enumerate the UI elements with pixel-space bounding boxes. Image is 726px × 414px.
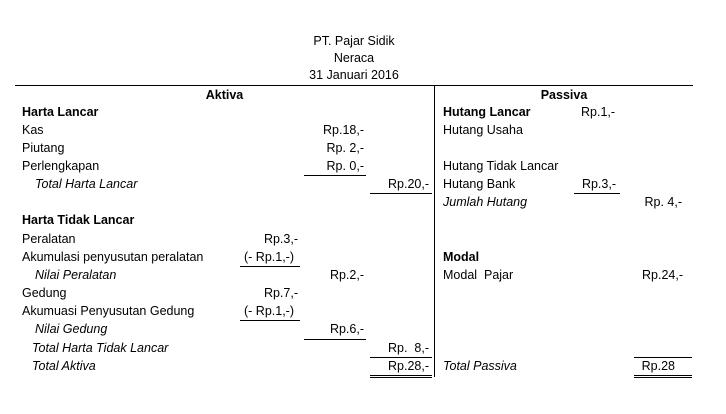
header-rule (15, 85, 693, 86)
gedung-value: Rp.7,- (263, 286, 298, 300)
hutang-lancar-heading: Hutang Lancar (443, 105, 531, 119)
report-date: 31 Januari 2016 (309, 68, 399, 82)
nilai-peralatan-value: Rp.2,- (329, 268, 364, 282)
grand-total-double-rule (370, 377, 432, 378)
akumulasi-peralatan-label: Akumulasi penyusutan peralatan (22, 250, 204, 264)
modal-heading: Modal (443, 250, 480, 264)
akumulasi-gedung-value: (- Rp.1,-) (244, 304, 294, 318)
gedung-label: Gedung (22, 286, 67, 300)
total-passiva-value: Rp.28 (641, 359, 675, 373)
modal-pajar-value: Rp.24,- (642, 268, 683, 282)
harta-lancar-heading: Harta Lancar (22, 105, 99, 119)
total-harta-tidak-lancar-value: Rp. 8,- (388, 341, 429, 355)
nilai-peralatan-label: Nilai Peralatan (35, 268, 117, 282)
aktiva-column-header: Aktiva (205, 88, 244, 102)
total-aktiva-value: Rp.28,- (388, 359, 429, 373)
grand-total-double-rule (634, 377, 692, 378)
jumlah-hutang-value: Rp. 4,- (644, 195, 682, 209)
peralatan-value: Rp.3,- (263, 232, 298, 246)
passiva-column-header: Passiva (540, 88, 588, 102)
hutang-bank-label: Hutang Bank (443, 177, 516, 191)
total-harta-lancar-value: Rp.20,- (388, 177, 429, 191)
total-passiva-label: Total Passiva (443, 359, 517, 373)
perlengkapan-value: Rp. 0,- (326, 159, 364, 173)
center-divider (434, 85, 435, 377)
piutang-value: Rp. 2,- (326, 141, 364, 155)
subtotal-rule (574, 193, 620, 194)
report-title: Neraca (333, 51, 375, 65)
subtotal-rule (304, 339, 366, 340)
nilai-gedung-label: Nilai Gedung (35, 322, 108, 336)
company-name: PT. Pajar Sidik (313, 34, 395, 48)
subtotal-rule (370, 193, 432, 194)
total-harta-tidak-lancar-label: Total Harta Tidak Lancar (32, 341, 169, 355)
total-aktiva-label: Total Aktiva (32, 359, 96, 373)
piutang-label: Piutang (22, 141, 65, 155)
grand-total-double-rule (370, 375, 432, 376)
subtotal-rule (240, 320, 300, 321)
perlengkapan-label: Perlengkapan (22, 159, 100, 173)
peralatan-label: Peralatan (22, 232, 76, 246)
jumlah-hutang-label: Jumlah Hutang (443, 195, 528, 209)
hutang-lancar-value: Rp.1,- (581, 105, 616, 119)
hutang-usaha-label: Hutang Usaha (443, 123, 523, 137)
subtotal-rule (240, 266, 300, 267)
hutang-bank-value: Rp.3,- (581, 177, 616, 191)
nilai-gedung-value: Rp.6,- (329, 322, 364, 336)
grand-total-double-rule (634, 375, 692, 376)
modal-pajar-label: Modal Pajar (443, 268, 514, 282)
akumulasi-peralatan-value: (- Rp.1,-) (244, 250, 294, 264)
subtotal-rule (304, 175, 366, 176)
hutang-tidak-lancar-label: Hutang Tidak Lancar (443, 159, 559, 173)
harta-tidak-lancar-heading: Harta Tidak Lancar (22, 213, 135, 227)
kas-value: Rp.18,- (323, 123, 364, 137)
subtotal-rule (634, 357, 692, 358)
total-harta-lancar-label: Total Harta Lancar (35, 177, 138, 191)
subtotal-rule (370, 357, 432, 358)
kas-label: Kas (22, 123, 44, 137)
akumulasi-gedung-label: Akumuasi Penyusutan Gedung (22, 304, 195, 318)
